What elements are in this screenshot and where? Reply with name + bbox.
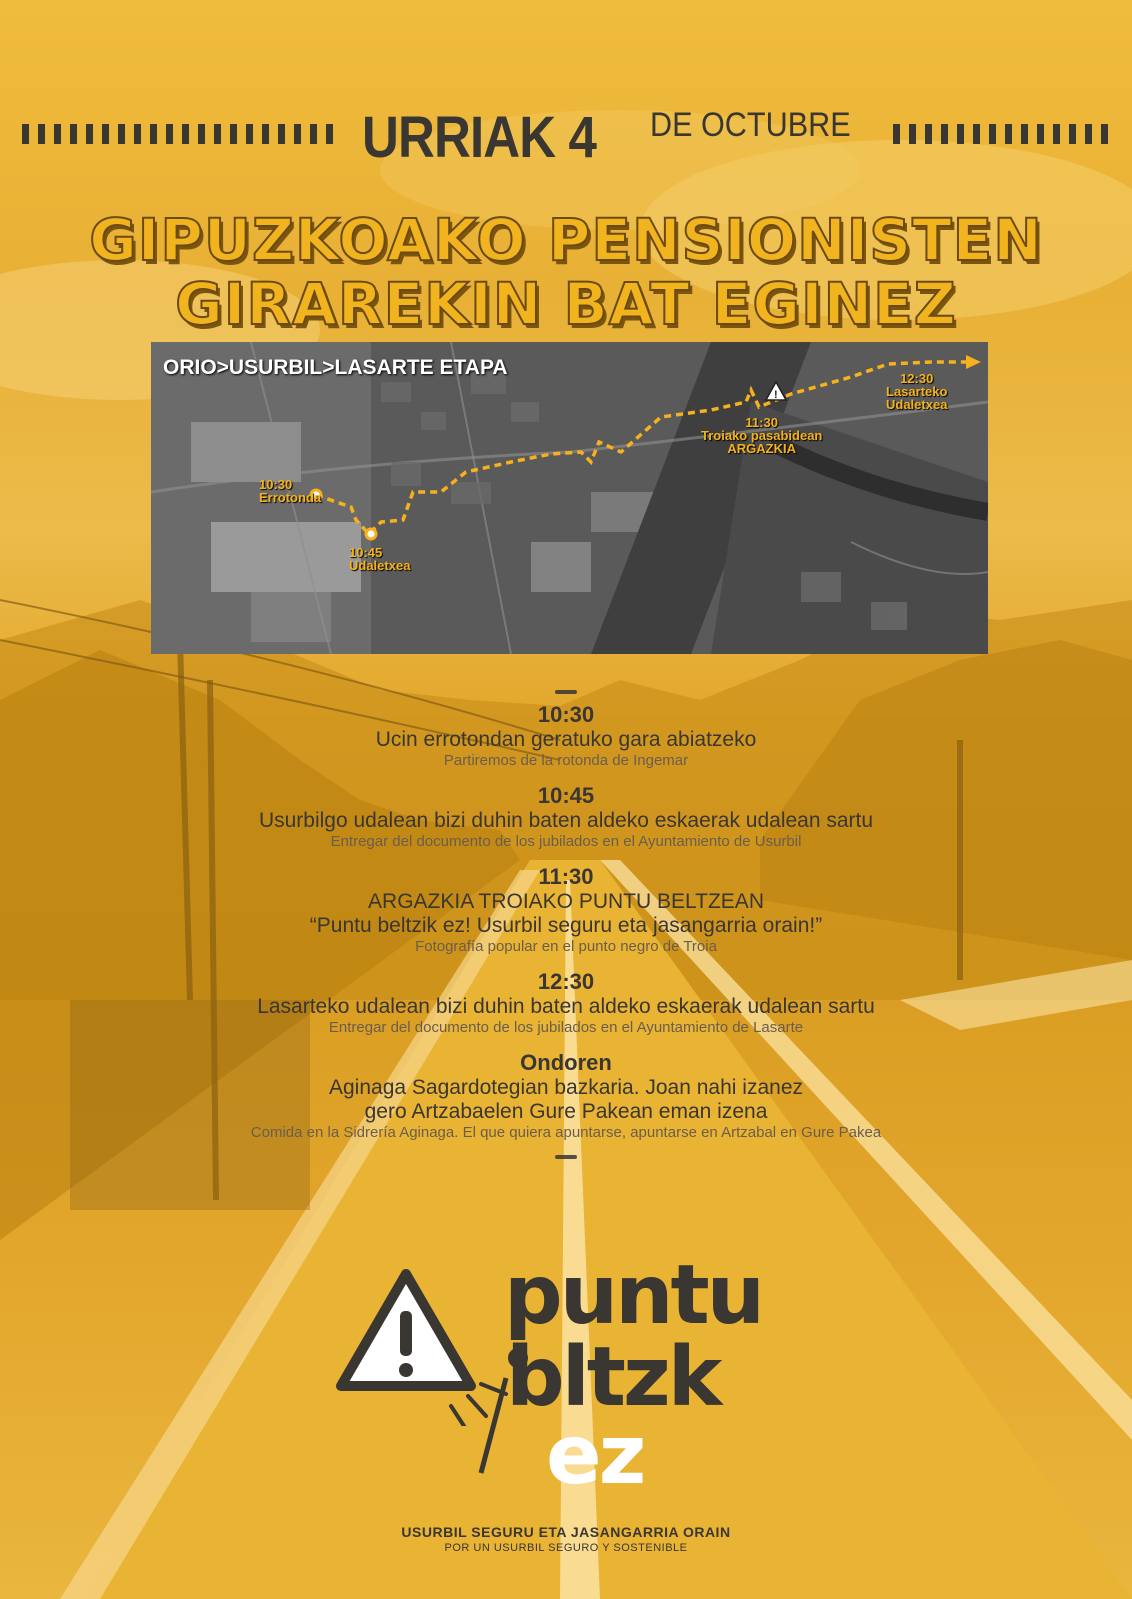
map-stop-time: 10:45 [349,545,383,560]
schedule-text: ARGAZKIA TROIAKO PUNTU BELTZEAN [368,890,764,913]
schedule-text: Ucin errotondan geratuko gara abiatzeko [375,728,757,751]
schedule-time: 11:30 [538,864,594,889]
schedule-time: 12:30 [537,969,595,994]
schedule-time: 10:30 [537,702,595,727]
headline-line-2: GIRAREKIN BAT EGINEZ [175,270,957,338]
event-date-spanish: DE OCTUBRE [650,106,851,144]
logo-word-bltzk: bltzk [506,1330,720,1425]
logo-word-puntu: puntu [504,1248,763,1343]
header-dash-decoration-left [22,124,333,144]
schedule-text: Aginaga Sagardotegian bazkaria. Joan nahi izanez [328,1076,803,1099]
route-map [151,342,988,654]
schedule-text: Usurbilgo udalean bizi duhin baten aldeko eskaerak udalean sartu [258,809,874,832]
headline-line-1: GIPUZKOAKO PENSIONISTEN [89,206,1043,274]
map-stop-time: 11:30 [745,415,778,430]
event-date: URRIAK 4 [362,105,597,170]
map-stop-time: 12:30 [900,371,934,386]
footer-slogan-spanish: POR UN USURBIL SEGURO Y SOSTENIBLE [444,1542,688,1554]
header-dash-decoration-right [893,124,1108,144]
map-stop-name: Udaletxea [349,558,411,573]
schedule-text-spanish: Partiremos de la rotonda de Ingemar [443,752,689,769]
schedule-text: Lasarteko udalean bizi duhin baten aldeko eskaerak udalean sartu [257,995,875,1018]
schedule [0,690,1132,1167]
map-stop-errotonda [259,478,321,504]
schedule-time: Ondoren [520,1050,612,1075]
schedule-text-spanish: Fotografía popular en el punto negro de Troia [415,938,717,955]
schedule-time: 10:45 [537,783,595,808]
footer-slogan: USURBIL SEGURU ETA JASANGARRIA ORAIN [401,1524,731,1540]
schedule-separator [555,690,577,694]
schedule-text-continued: gero Artzabaelen Gure Pakean eman izena [364,1100,768,1123]
schedule-text-spanish: Entregar del documento de los jubilados en el Ayuntamiento de Usurbil [330,833,802,850]
schedule-slogan: “Puntu beltzik ez! Usurbil seguru eta jasangarria orain!” [309,914,823,937]
schedule-text-spanish: Comida en la Sidrería Aginaga. El que quiera apuntarse, apuntarse en Artzabal en Gure Pakea [250,1124,882,1141]
map-stop-troia [701,416,822,455]
map-stop-name: Errotonda [259,490,322,505]
schedule-item-1045 [0,783,1132,850]
schedule-item-ondoren [0,1050,1132,1141]
map-stop-name: Troiako pasabidean [701,428,823,443]
map-stop-lasarte [886,372,947,411]
schedule-text-spanish: Entregar del documento de los jubilados en el Ayuntamiento de Lasarte [328,1019,804,1036]
schedule-item-1130 [0,864,1132,955]
map-stop-extra: Udaletxea [886,397,948,412]
map-title: ORIO>USURBIL>LASARTE ETAPA [163,356,508,379]
svg-text:!: ! [774,389,778,401]
map-stop-extra: ARGAZKIA [727,441,796,456]
logo-word-ez: ez [546,1408,644,1503]
puntu-beltzik-ez-logo [336,1248,776,1508]
schedule-item-1230 [0,969,1132,1036]
schedule-separator [555,1155,577,1159]
map-stop-time: 10:30 [259,477,293,492]
map-stop-udaletxea [349,546,410,572]
map-stop-name: Lasarteko [886,384,948,399]
schedule-item-1030 [0,702,1132,769]
